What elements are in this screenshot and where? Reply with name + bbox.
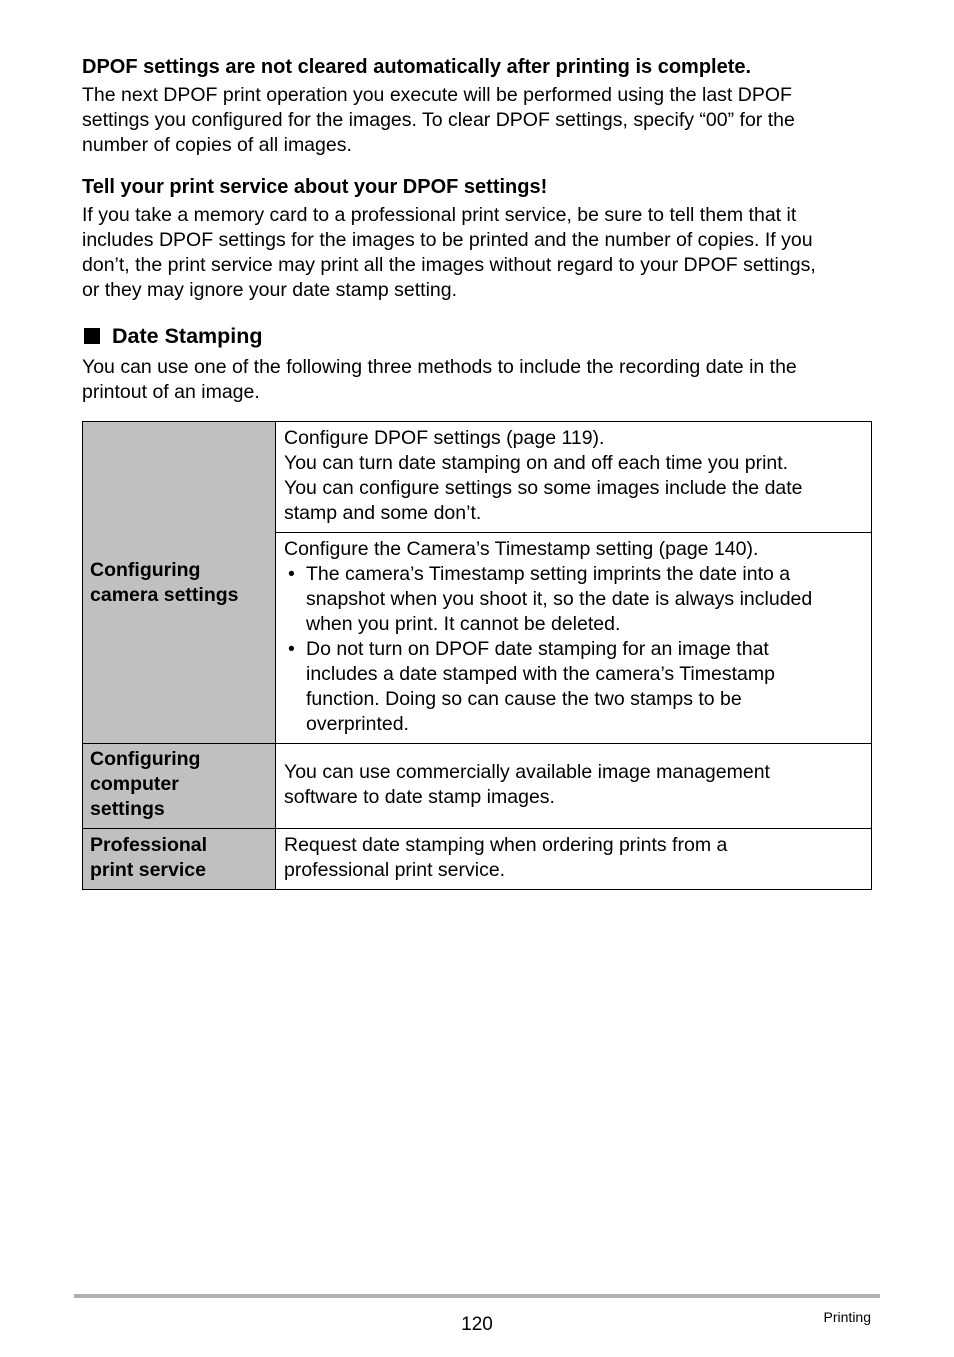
text-line: software to date stamp images. [284,786,555,808]
black-square-icon [84,328,100,344]
text-line: Configure DPOF settings (page 119). [284,427,605,449]
text-line: when you print. It cannot be deleted. [306,613,621,635]
cell-dpof-settings [276,422,872,533]
footer-divider [74,1294,880,1298]
text-line: function. Doing so can cause the two stamps to be [306,688,742,710]
label-line: camera settings [90,583,239,606]
bullet-item [284,637,857,737]
text-line: You can use commercially available image management [284,761,770,783]
note-heading-dpof-not-cleared: DPOF settings are not cleared automatically after printing is complete. [82,56,752,78]
text-line: includes DPOF settings for the images to be printed and the number of copies. If you [82,229,813,251]
cell-timestamp-settings [276,533,872,744]
text-line: You can configure settings so some images include the date [284,477,803,499]
text-line: Do not turn on DPOF date stamping for an image that [306,638,769,660]
text-line: If you take a memory card to a professional print service, be sure to tell them that it [82,204,797,226]
text-line: snapshot when you shoot it, so the date is always included [306,588,813,610]
text-line: number of copies of all images. [82,134,352,156]
text-line: Request date stamping when ordering prints from a [284,834,728,856]
table-row-computer [83,744,872,829]
date-stamping-methods-table [82,421,872,890]
label-line: Configuring [90,558,201,581]
note-heading-tell-print-service: Tell your print service about your DPOF settings! [82,176,548,198]
bullet-mark: • [288,638,295,660]
bullet-mark: • [288,563,295,585]
text-line: stamp and some don’t. [284,502,482,524]
label-line: computer [90,773,179,795]
row-label-computer-settings [83,744,276,829]
label-line: print service [90,858,206,881]
section-intro [82,355,882,405]
bullet-item [284,562,857,637]
cell-computer-settings [276,744,872,829]
text-line: includes a date stamped with the camera’s Timestamp [306,663,775,685]
text-line: Configure the Camera’s Timestamp setting (page 140). [284,538,759,560]
text-line: You can turn date stamping on and off each time you print. [284,452,789,474]
note-body-dpof-not-cleared [82,83,882,158]
text-line: The next DPOF print operation you execute will be performed using the last DPOF [82,84,792,106]
text-line: printout of an image. [82,381,260,403]
text-line: You can use one of the following three methods to include the recording date in the [82,356,797,378]
label-line: Professional [90,833,208,856]
text-line: settings you configured for the images. To clear DPOF settings, specify “00” for the [82,109,795,131]
label-line: Configuring [90,748,201,770]
table-row-camera-dpof [83,422,872,533]
page-number: 120 [461,1314,493,1335]
text-line: The camera’s Timestamp setting imprints the date into a [306,563,791,585]
row-label-camera-settings [83,422,276,744]
text-line: don’t, the print service may print all the images without regard to your DPOF settings, [82,254,816,276]
table-row-print-service [83,829,872,890]
text-line: overprinted. [306,713,409,735]
note-body-tell-print-service [82,203,882,303]
text-line: professional print service. [284,859,506,881]
label-line: settings [90,798,165,820]
text-line: or they may ignore your date stamp setting. [82,279,458,301]
row-label-print-service [83,829,276,890]
footer-section-name: Printing [823,1309,871,1325]
section-heading-date-stamping [82,323,263,349]
cell-print-service [276,829,872,890]
section-title: Date Stamping [112,324,263,348]
